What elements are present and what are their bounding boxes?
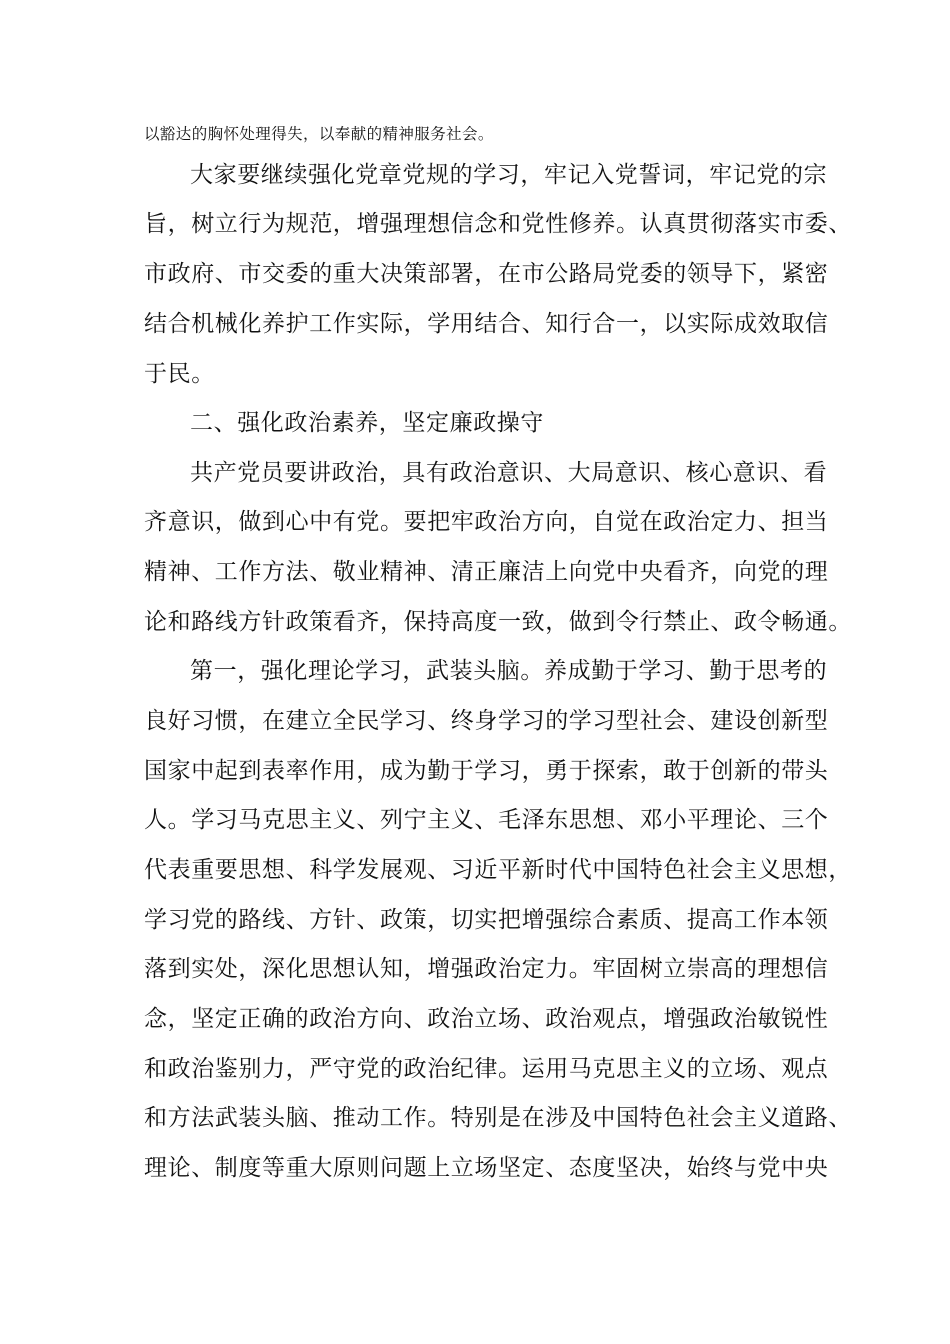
paragraph-1-line: 于民。 xyxy=(144,361,215,387)
paragraph-2-line: 精神、工作方法、敬业精神、清正廉洁上向党中央看齐，向党的理 xyxy=(144,559,829,585)
paragraph-3-line: 国家中起到表率作用，成为勤于学习，勇于探索，敢于创新的带头 xyxy=(144,758,829,784)
paragraph-3-line: 念，坚定正确的政治方向、政治立场、政治观点，增强政治敏锐性 xyxy=(144,1006,829,1032)
paragraph-2-line: 共产党员要讲政治，具有政治意识、大局意识、核心意识、看 xyxy=(190,460,828,486)
paragraph-3-line: 和方法武装头脑、推动工作。特别是在涉及中国特色社会主义道路、 xyxy=(144,1105,852,1131)
paragraph-3-line: 理论、制度等重大原则问题上立场坚定、态度坚决，始终与党中央 xyxy=(144,1155,829,1181)
paragraph-3-line: 第一，强化理论学习，武装头脑。养成勤于学习、勤于思考的 xyxy=(190,658,828,684)
paragraph-1-line: 旨，树立行为规范，增强理想信念和党性修养。认真贯彻落实市委、 xyxy=(144,211,852,237)
paragraph-2-line: 论和路线方针政策看齐，保持高度一致，做到令行禁止、政令畅通。 xyxy=(144,609,852,635)
paragraph-3-line: 学习党的路线、方针、政策，切实把增强综合素质、提高工作本领 xyxy=(144,907,829,933)
paragraph-1-line: 大家要继续强化党章党规的学习，牢记入党誓词，牢记党的宗 xyxy=(190,162,828,188)
paragraph-3-line: 良好习惯，在建立全民学习、终身学习的学习型社会、建设创新型 xyxy=(144,708,829,734)
paragraph-3-line: 人。学习马克思主义、列宁主义、毛泽东思想、邓小平理论、三个 xyxy=(144,807,829,833)
text-line-continuation: 以豁达的胸怀处理得失，以奉献的精神服务社会。 xyxy=(144,125,494,143)
paragraph-3-line: 落到实处，深化思想认知，增强政治定力。牢固树立崇高的理想信 xyxy=(144,956,829,982)
paragraph-1-line: 结合机械化养护工作实际，学用结合、知行合一，以实际成效取信 xyxy=(144,311,829,337)
section-heading: 二、强化政治素养，坚定廉政操守 xyxy=(190,410,544,436)
paragraph-3-line: 和政治鉴别力，严守党的政治纪律。运用马克思主义的立场、观点 xyxy=(144,1056,829,1082)
paragraph-2-line: 齐意识，做到心中有党。要把牢政治方向，自觉在政治定力、担当 xyxy=(144,509,829,535)
paragraph-3-line: 代表重要思想、科学发展观、习近平新时代中国特色社会主义思想， xyxy=(144,857,852,883)
paragraph-1-line: 市政府、市交委的重大决策部署，在市公路局党委的领导下，紧密 xyxy=(144,261,829,287)
